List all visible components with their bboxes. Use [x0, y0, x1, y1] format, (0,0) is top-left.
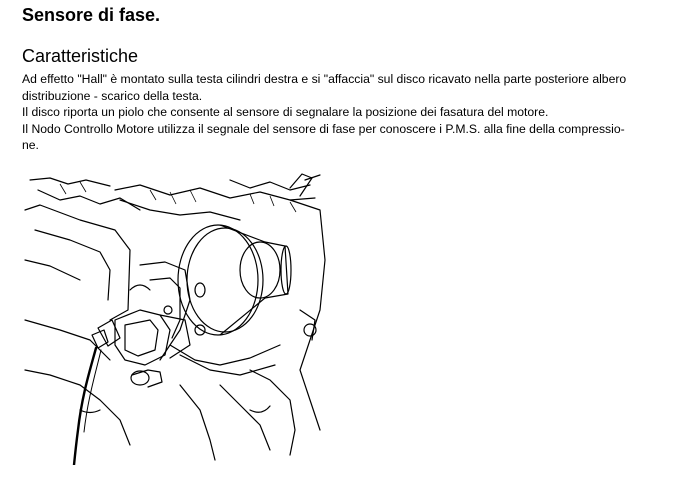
paragraph-line: Il disco riporta un piolo che consente al sensore di segnalare la posizione dei fasatura del motore.	[22, 105, 549, 120]
paragraph-line: ne.	[22, 138, 39, 153]
paragraph-line: Il Nodo Controllo Motore utilizza il segnale del sensore di fase per conoscere i P.M.S. alla fine della compressio-	[22, 121, 625, 136]
page-title: Sensore di fase.	[22, 5, 161, 25]
engine-illustration-icon	[20, 170, 330, 465]
body-text	[22, 71, 662, 154]
paragraph-line: Ad effetto "Hall" è montato sulla testa cilindri destra e si "affaccia" sul disco ricavato nella parte posteriore albero	[22, 72, 627, 86]
paragraph-line: distribuzione - scarico della testa.	[22, 88, 203, 103]
phase-sensor-illustration	[20, 170, 330, 465]
section-heading: Caratteristiche	[22, 46, 139, 66]
